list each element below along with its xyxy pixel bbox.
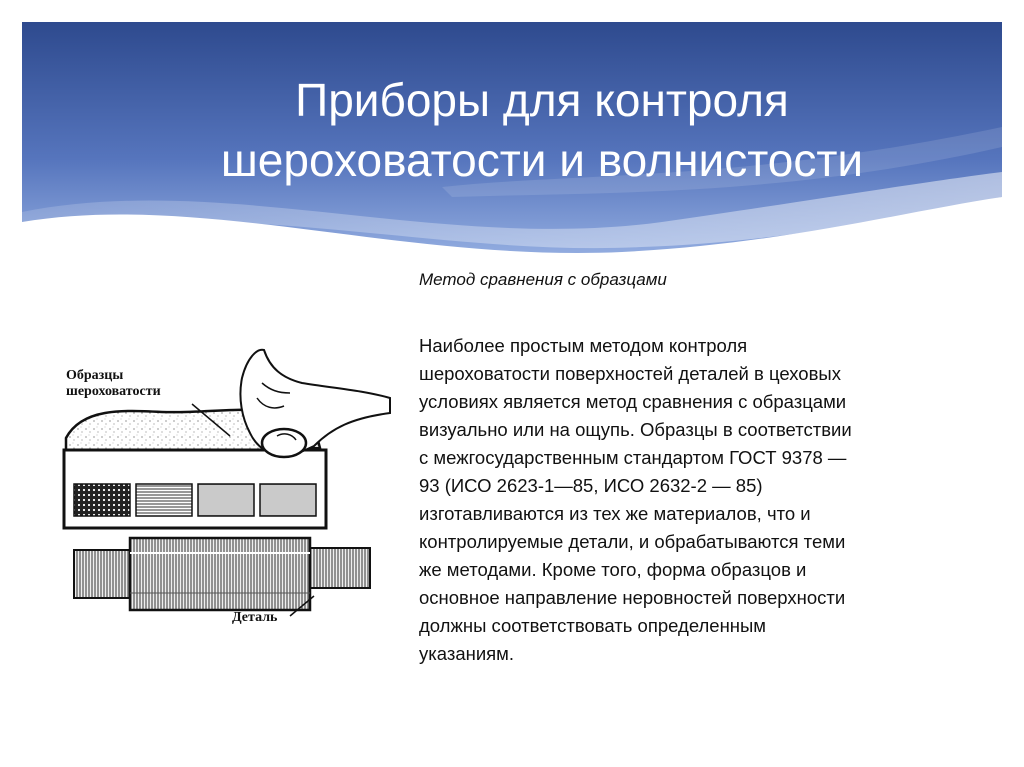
title-line-1: Приборы для контроля bbox=[295, 74, 789, 126]
body-line: 93 (ИСО 2623-1—85, ИСО 2632-2 — 85) bbox=[419, 475, 763, 496]
samples-label-line-2: шероховатости bbox=[66, 384, 161, 399]
body-line: с межгосударственным стандартом ГОСТ 9378 — bbox=[419, 447, 847, 468]
roughness-samples-illustration bbox=[52, 338, 392, 638]
body-line: основное направление неровностей поверхности bbox=[419, 587, 846, 608]
body-line: изготавливаются из тех же материалов, что и bbox=[419, 503, 811, 524]
title-line-2: шероховатости и волнистости bbox=[220, 134, 864, 186]
samples-label bbox=[66, 368, 161, 400]
part-label: Деталь bbox=[232, 610, 278, 625]
samples-label-line-1: Образцы bbox=[66, 368, 124, 383]
body-line: шероховатости поверхностей деталей в цеховых bbox=[419, 363, 841, 384]
method-subtitle: Метод сравнения с образцами bbox=[419, 270, 667, 289]
body-line: контролируемые детали, и обрабатываются теми bbox=[419, 531, 846, 552]
body-line: же методами. Кроме того, форма образцов и bbox=[419, 559, 807, 580]
body-paragraph bbox=[419, 332, 999, 668]
slide-title bbox=[132, 70, 952, 190]
body-line: визуально или на ощупь. Образцы в соответствии bbox=[419, 419, 852, 440]
body-line: Наиболее простым методом контроля bbox=[419, 335, 748, 356]
header-banner bbox=[22, 22, 1002, 272]
body-line: должны соответствовать определенным bbox=[419, 615, 767, 636]
body-line: условиях является метод сравнения с образцами bbox=[419, 391, 847, 412]
body-line: указаниям. bbox=[419, 643, 515, 664]
